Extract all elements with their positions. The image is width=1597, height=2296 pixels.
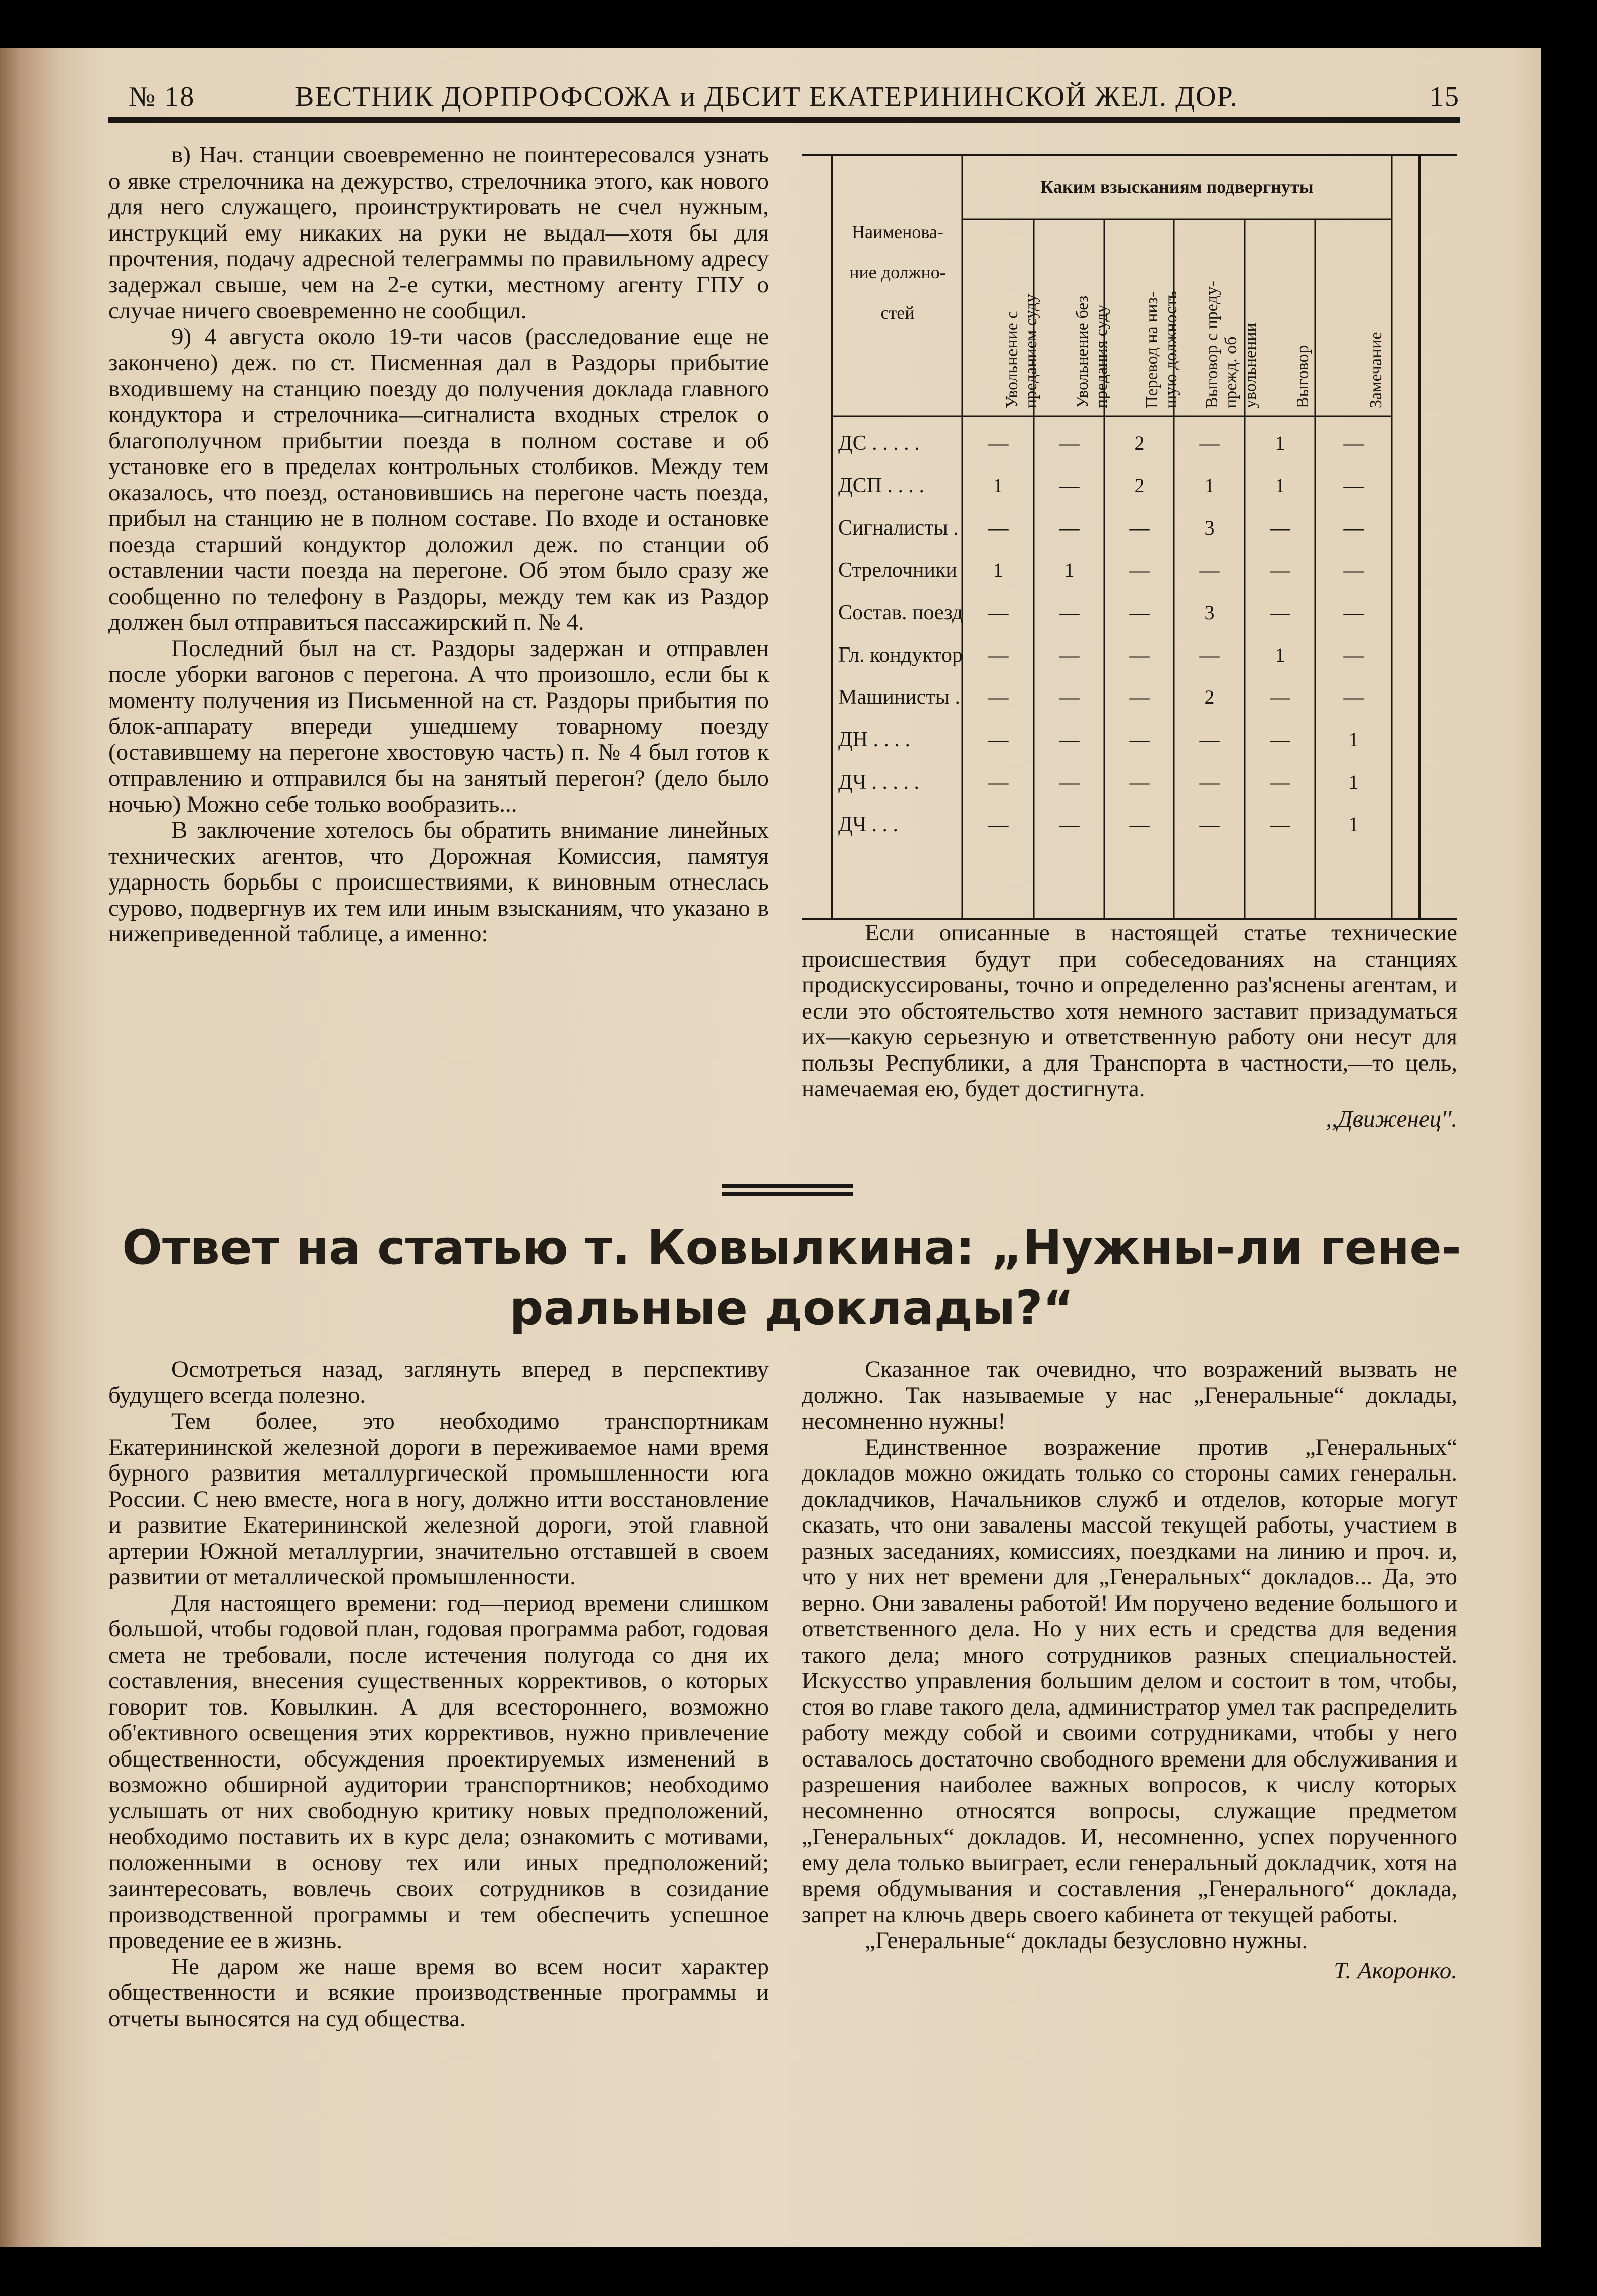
paragraph: Не даром же наше время во всем носит характер общественности и всякие производственные программы и отчеты выносятся на суд общества.: [108, 1953, 769, 2032]
paragraph: в) Нач. станции своевременно не поинтересовался узнать о явке стрелочника на дежурство, стрелочника этого, как нового для него служащего, проинструктировать не счел нужным, инструкций ему никаких на руки не выдал—хотя бы для прочтения, подачу адресной телеграммы по правильному адресу задержал свыше, чем на 2-е сутки, местному агенту ГПУ о случае ничего своевременно не сообщил.: [108, 142, 769, 324]
table-cell: —: [1129, 559, 1150, 581]
paragraph: Тем более, это необходимо транспортникам Екатерининской железной дороги в переживаемое нами время бурного развития металлургической промышленности юга России. С нею вместе, нога в ногу, должно итти восстановление и развитие Екатерининской железной дороги, этой главной артерии Южной металлургии, значительно отставшей в своем развитии от металлической промышленности.: [108, 1408, 769, 1590]
table-cell: —: [1059, 516, 1080, 539]
table-cell: —: [1343, 601, 1364, 624]
table-cell: 3: [1204, 516, 1215, 539]
page-number: 15: [1430, 81, 1460, 112]
table-cell: 1: [1348, 771, 1359, 793]
table-row-label: ДЧ . . . . .: [838, 771, 919, 794]
table-header-name: Наименова- ние должно- стей: [849, 222, 946, 323]
table-row-label: Машинисты .: [838, 686, 960, 709]
table-cell: —: [1059, 686, 1080, 709]
table-cell: —: [1270, 516, 1290, 539]
penalties-table: [802, 154, 1457, 920]
table-header-group: Каким взысканиям подвергнуты: [1040, 176, 1314, 197]
issue-number: № 18: [129, 81, 195, 112]
author-signature: Т. Акоронко.: [1334, 1957, 1457, 1984]
table-row-label: ДЧ . . .: [838, 813, 898, 836]
col-header-dismissal-with-trial: Увольнение с преданием суду: [1002, 293, 1040, 408]
table-cell: —: [988, 643, 1009, 666]
paragraph: Сказанное так очевидно, что возражений вызвать не должно. Так называемые у нас „Генеральные“ доклады, несомненно нужны!: [802, 1356, 1457, 1434]
table-cell: —: [1270, 686, 1290, 709]
article2-headline: Ответ на статью т. Ковылкина: „Нужны-ли гене- ральные доклады?“: [122, 1220, 1461, 1336]
table-cell: —: [1059, 601, 1080, 624]
table-cell: —: [1129, 686, 1150, 709]
table-cell: 1: [1275, 474, 1285, 497]
table-cell: —: [1129, 601, 1150, 624]
table-cell: —: [988, 432, 1009, 454]
header-rule: [108, 117, 1460, 123]
table-cell: 1: [993, 474, 1003, 497]
table-cell: —: [1199, 771, 1220, 793]
table-cell: 2: [1134, 432, 1145, 454]
journal-title: ВЕСТНИК ДОРПРОФСОЖА и ДБСИТ ЕКАТЕРИНИНСКОЙ ЖЕЛ. ДОР.: [295, 81, 1238, 112]
table-cell: —: [1343, 516, 1364, 539]
table-cell: 2: [1134, 474, 1145, 497]
col-header-dismissal-without-trial: Увольнение без предания суду: [1073, 295, 1111, 408]
article2-right-column: [802, 1357, 1457, 1984]
paragraph: Для настоящего времени: год—период времени слишком большой, чтобы годовой план, годовая программа работ, годовая смета не требовали, после истечения полугода со дня их составления, внесения существенных коррективов, о которых говорит тов. Ковылкин. А для всестороннего, возможно об'ективного освещения этих коррективов, нужно привлечение общественности, обсуждения проектируемых изменений в возможно обширной аудитории транспортников; необходимо услышать от них свободную критику новых предположений, необходимо поставить их в курс дела; ознакомить с мотивами, положенными в основу тех или иных предположений; заинтересовать, вовлечь своих сотрудников в созидание производственной программы и тем обеспечить успешное проведение ее в жизнь.: [108, 1589, 769, 1954]
col-header-reprimand-warning: Выговор с преду- прежд. об увольнении: [1203, 281, 1260, 408]
table-cell: —: [988, 686, 1009, 709]
table-cell: —: [1343, 643, 1364, 666]
table-cell: —: [1343, 474, 1364, 497]
paragraph: 9) 4 августа около 19-ти часов (расследование еще не закончено) деж. по ст. Писменная дал в Раздоры прибытие входившему на станцию поезду до получения доклада главного кондуктора и стрелочника—сигналиста входных стрелок о благополучном прибытии поезда в полном составе и об установке его в пределах контрольных столбиков. Между тем оказалось, что поезд, остановившись на перегоне часть поезда, прибыл на станцию не в полном составе. По входе и остановке поезда старший кондуктор доложил деж. по станции об оставлении части поезда на перегоне. Об этом было сразу же сообщенно по телефону в Раздоры, между тем как из Раздор должен был отправиться пассажирский п. № 4.: [108, 323, 769, 635]
table-cell: —: [1059, 432, 1080, 454]
author-signature: ,,Движенец''.: [1326, 1105, 1457, 1132]
section-divider-bottom: [722, 1192, 853, 1196]
table-cell: —: [988, 601, 1009, 624]
table-cell: —: [1129, 728, 1150, 751]
paragraph: Последний был на ст. Раздоры задержан и отправлен после уборки вагонов с перегона. А что произошло, если бы к моменту получения из Письменной на ст. Раздоры прибытия по блок-аппарату впереди ушедшему товарному поезду (оставившему на перегоне хвостовую часть) п. № 4 был готов к отправлению и отправился бы на занятый перегон? (дело было ночью) Можно себе только вообразить...: [108, 635, 769, 817]
table-cell: —: [1270, 601, 1290, 624]
table-cell: —: [1270, 813, 1290, 836]
table-row-label: Состав. поезд: [838, 601, 963, 624]
table-cell: —: [988, 813, 1009, 836]
table-cell: 3: [1204, 601, 1215, 624]
table-cell: —: [1343, 559, 1364, 581]
article2-left-column: [108, 1357, 769, 2032]
table-row-label: Стрелочники: [838, 559, 957, 582]
table-cell: —: [1270, 559, 1290, 581]
table-row-label: ДС . . . . .: [838, 432, 920, 455]
article1-left-column: [108, 142, 769, 948]
table-cell: 1: [1275, 432, 1285, 454]
table-cell: 1: [993, 559, 1003, 581]
table-cell: 1: [1348, 728, 1359, 751]
paragraph: Если описанные в настоящей статье технические происшествия будут при собеседованиях на станциях продискуссированы, точно и определенно раз'яснены агентам, и если это обстоятельство хотя немного заставит призадуматься их—какую серьезную и ответственную работу они несут для пользы Республики, а для Транспорта в частности,—то цель, намечаемая ею, будет достигнута.: [802, 920, 1457, 1102]
table-cell: —: [1129, 771, 1150, 793]
table-cell: 1: [1348, 813, 1359, 836]
table-cell: —: [1199, 813, 1220, 836]
page-header: [129, 81, 1460, 116]
table-cell: 1: [1064, 559, 1075, 581]
table-row-label: ДСП . . . .: [838, 474, 924, 497]
table-cell: —: [1270, 728, 1290, 751]
table-cell: 2: [1204, 686, 1215, 709]
table-cell: 1: [1204, 474, 1215, 497]
col-header-remark: Замечание: [1367, 332, 1385, 408]
table-cell: —: [1129, 516, 1150, 539]
table-cell: —: [1129, 643, 1150, 666]
table-cell: —: [1129, 813, 1150, 836]
table-row-label: ДН . . . .: [838, 728, 910, 751]
table-cell: —: [1199, 559, 1220, 581]
article1-right-column: [802, 920, 1457, 1132]
table-cell: —: [1059, 728, 1080, 751]
table-cell: —: [1059, 771, 1080, 793]
table-cell: —: [1270, 771, 1290, 793]
table-cell: —: [1059, 643, 1080, 666]
col-header-demotion: Перевод на низ- шую должность: [1143, 291, 1180, 408]
table-row-label: Гл. кондуктор: [838, 643, 963, 667]
table-cell: —: [988, 728, 1009, 751]
table-cell: —: [1059, 813, 1080, 836]
table-cell: —: [1199, 432, 1220, 454]
table-cell: —: [1199, 728, 1220, 751]
table-cell: —: [1199, 643, 1220, 666]
paragraph: „Генеральные“ доклады безусловно нужны.: [865, 1927, 1308, 1954]
section-divider-top: [722, 1184, 853, 1188]
table-cell: —: [988, 516, 1009, 539]
paragraph: В заключение хотелось бы обратить внимание линейных технических агентов, что Дорожная Комиссия, памятуя ударность борьбы с происшествиями, к виновным отнеслась сурово, подвергнув их тем или иным взысканиям, что указано в нижеприведенной таблице, а именно:: [108, 817, 769, 947]
table-cell: —: [1059, 474, 1080, 497]
paragraph: Единственное возражение против „Генеральных“ докладов можно ожидать только со стороны самих генеральн. докладчиков, Начальников служб и отделов, которые могут сказать, что они завалены массой текущей работы, участием в разных заседаниях, комиссиях, поездками на линию и проч. и, что у них нет времени для „Генеральных“ докладов... Да, это верно. Они завалены работой! Им поручено ведение большого и ответственного дела. Но у них есть и средства для ведения такого дела; много сотрудников разных специальностей. Искусство управления большим делом и состоит в том, чтобы, стоя во главе такого дела, администратор умел так распределить работу между собой и своими сотрудниками, чтобы у него оставалось достаточно свободного времени для обслуживания и разрешения наиболее важных вопросов, к числу которых несомненно относятся вопросы, служащие предметом „Генеральных“ докладов. И, несомненно, успех порученного ему дела только выиграет, если генеральный докладчик, хотя на время обдумывания и составления „Генерального“ доклада, запрет на ключь дверь своего кабинета от текущей работы.: [802, 1434, 1457, 1928]
table-cell: —: [1343, 686, 1364, 709]
table-cell: —: [988, 771, 1009, 793]
table-row-label: Сигналисты .: [838, 516, 959, 540]
table-cell: 1: [1275, 643, 1285, 666]
table-cell: —: [1343, 432, 1364, 454]
col-header-reprimand: Выговор: [1293, 345, 1312, 408]
paragraph: Осмотреться назад, заглянуть вперед в перспективу будущего всегда полезно.: [108, 1356, 769, 1408]
